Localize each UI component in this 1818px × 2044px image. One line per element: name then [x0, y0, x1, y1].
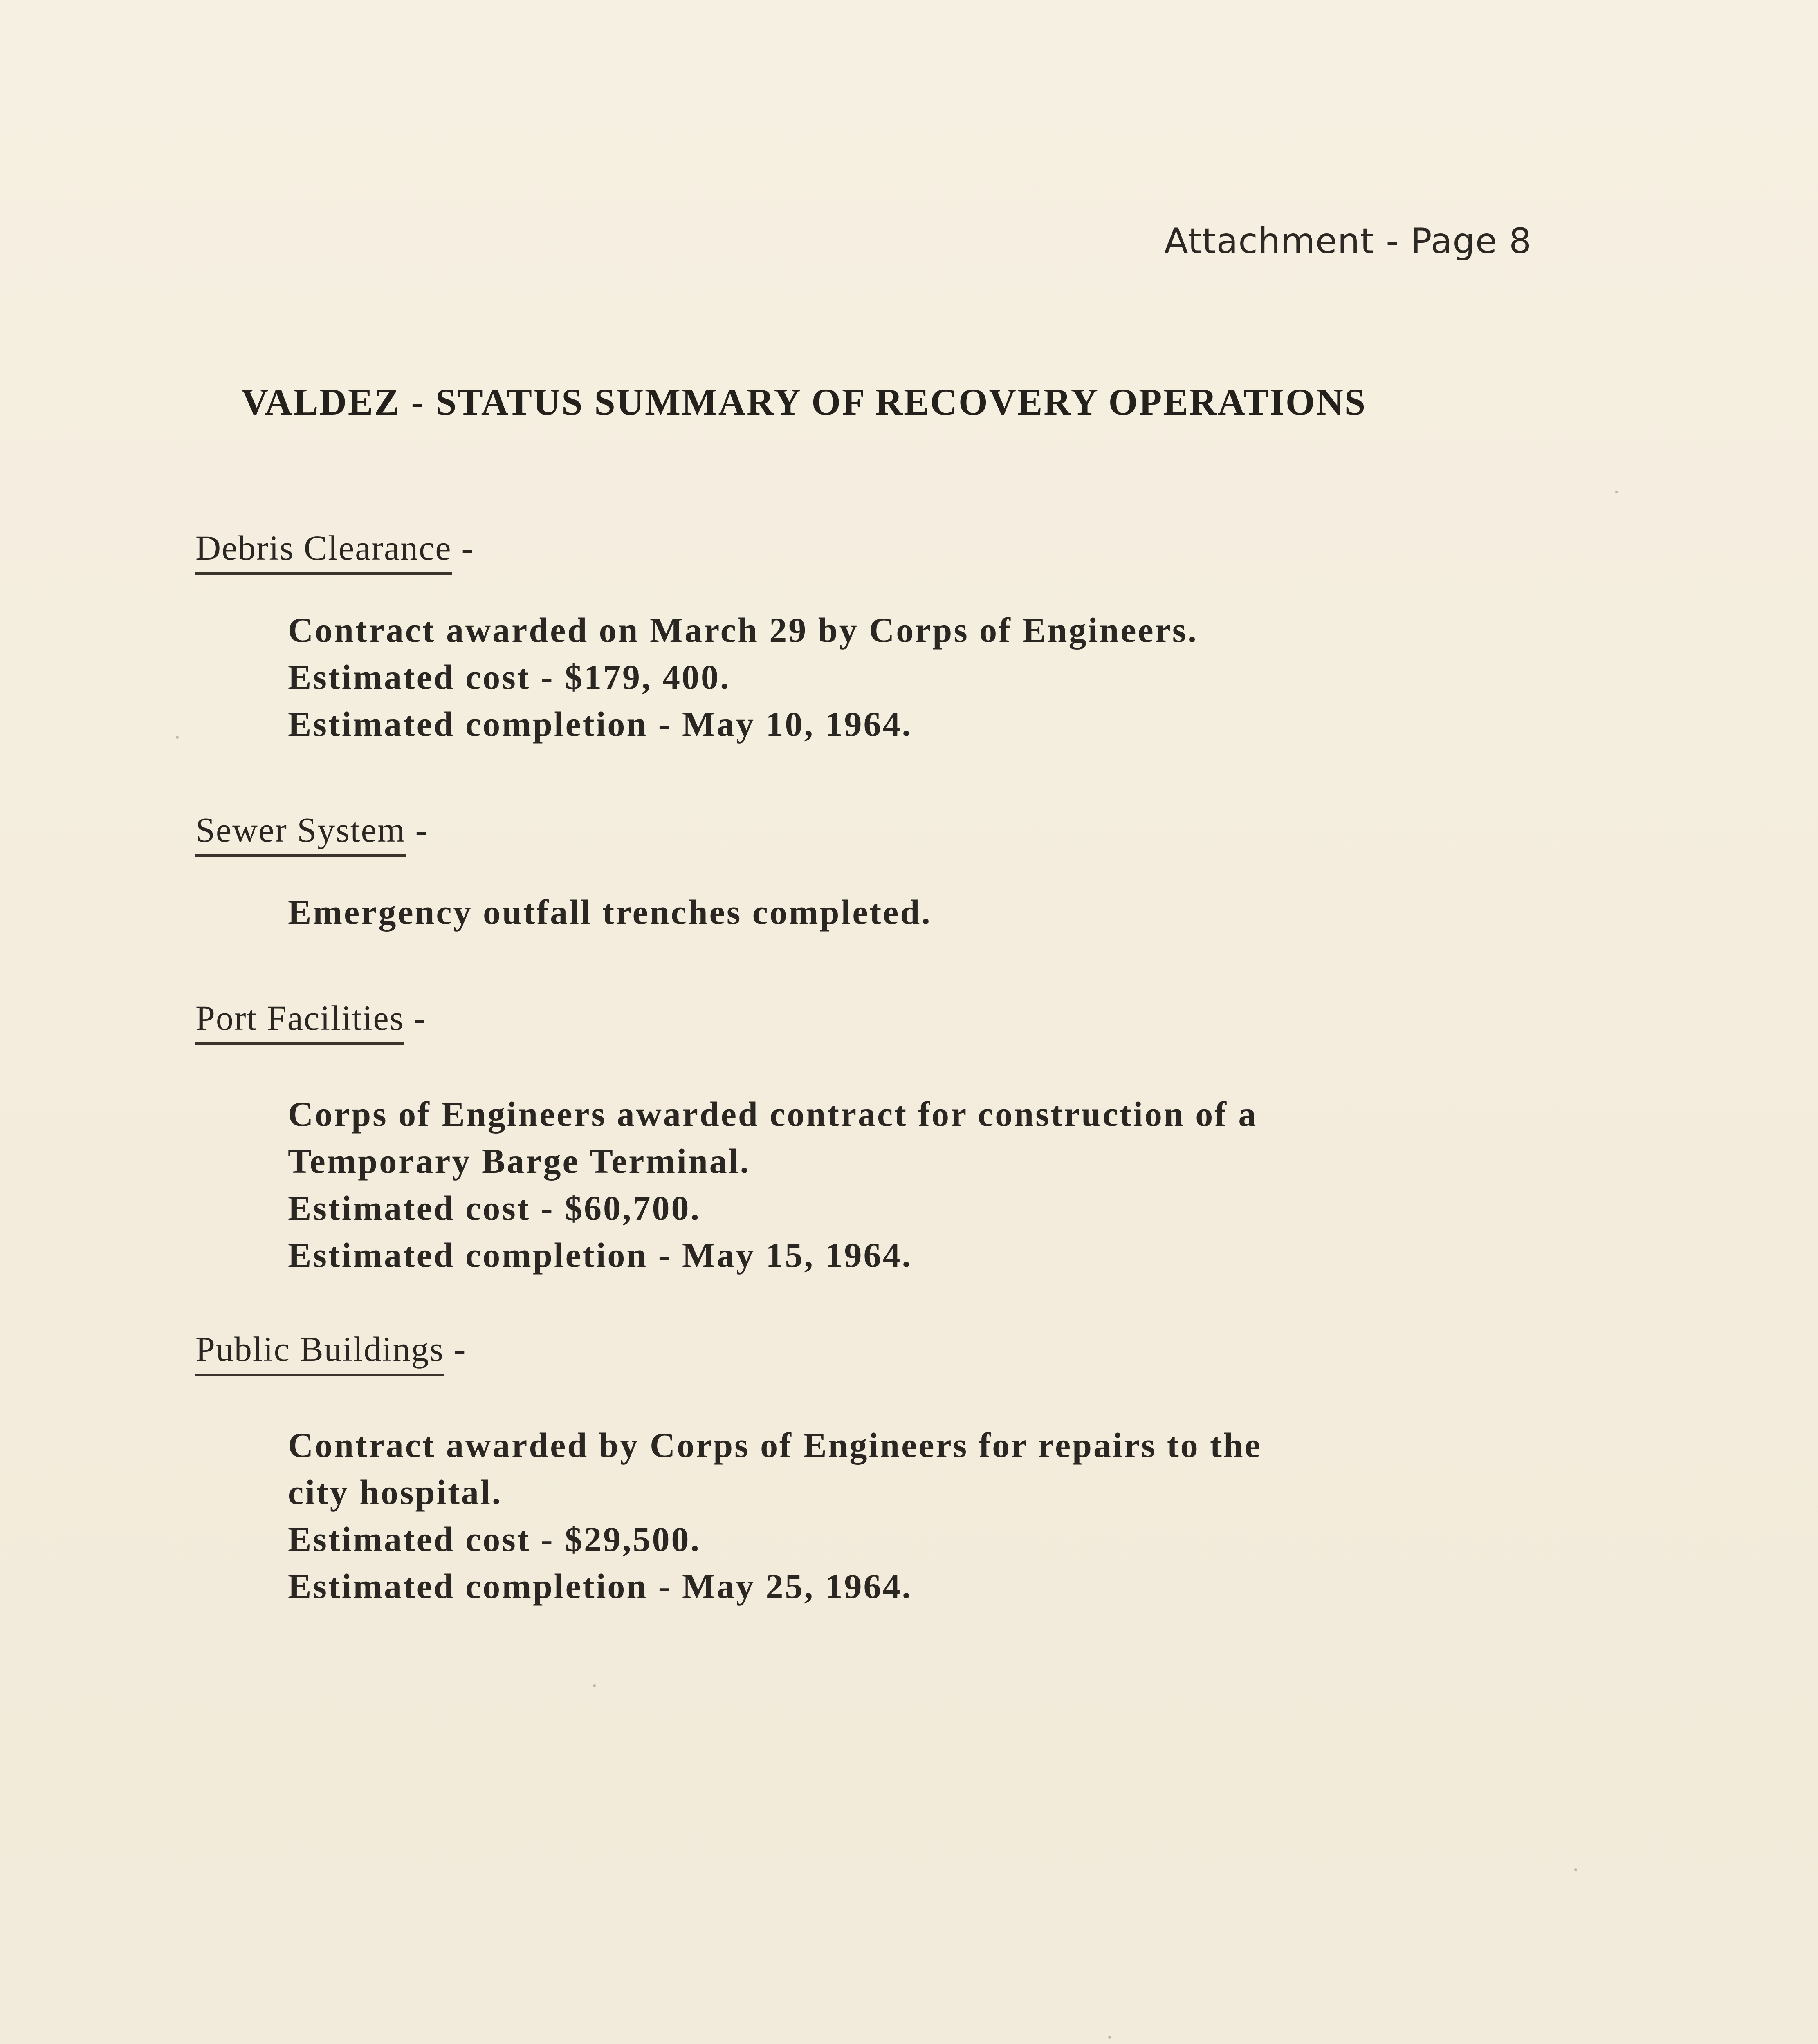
body-line: Contract awarded on March 29 by Corps of Engineers.: [288, 610, 1198, 650]
page-label: Attachment - Page 8: [1164, 221, 1532, 262]
body-line: Estimated cost - $179, 400.: [288, 657, 731, 697]
heading-dash: -: [414, 998, 426, 1038]
section-body: [288, 889, 1545, 936]
section-sewer-system: [195, 809, 1545, 936]
section-debris-clearance: [195, 527, 1545, 748]
paper-speck: [176, 736, 179, 739]
section-heading: Debris Clearance: [195, 527, 452, 575]
body-line: city hospital.: [288, 1472, 503, 1512]
body-line: Temporary Barge Terminal.: [288, 1141, 751, 1181]
section-port-facilities: [195, 997, 1545, 1279]
document-title: VALDEZ - STATUS SUMMARY OF RECOVERY OPERATIONS: [241, 381, 1367, 423]
body-line: Contract awarded by Corps of Engineers for repairs to the: [288, 1425, 1262, 1465]
paper-speck: [1108, 2036, 1111, 2039]
body-line: Emergency outfall trenches completed.: [288, 892, 932, 932]
section-public-buildings: [195, 1329, 1545, 1610]
section-heading: Sewer System: [195, 809, 406, 857]
body-line: Estimated cost - $29,500.: [288, 1520, 701, 1559]
body-line: Estimated cost - $60,700.: [288, 1188, 701, 1228]
body-line: Estimated completion - May 25, 1964.: [288, 1567, 913, 1606]
paper-speck: [1615, 491, 1618, 493]
heading-dash: -: [461, 528, 474, 567]
section-body: [288, 1422, 1545, 1610]
section-body: [288, 607, 1545, 748]
section-body: [288, 1091, 1545, 1279]
body-line: Corps of Engineers awarded contract for construction of a: [288, 1094, 1258, 1134]
paper-speck: [1574, 1868, 1577, 1871]
section-heading: Port Facilities: [195, 997, 404, 1045]
paper-speck: [593, 1684, 596, 1687]
body-line: Estimated completion - May 10, 1964.: [288, 704, 913, 744]
body-line: Estimated completion - May 15, 1964.: [288, 1235, 913, 1275]
section-heading: Public Buildings: [195, 1329, 444, 1376]
heading-dash: -: [453, 1329, 466, 1369]
heading-dash: -: [415, 810, 427, 849]
